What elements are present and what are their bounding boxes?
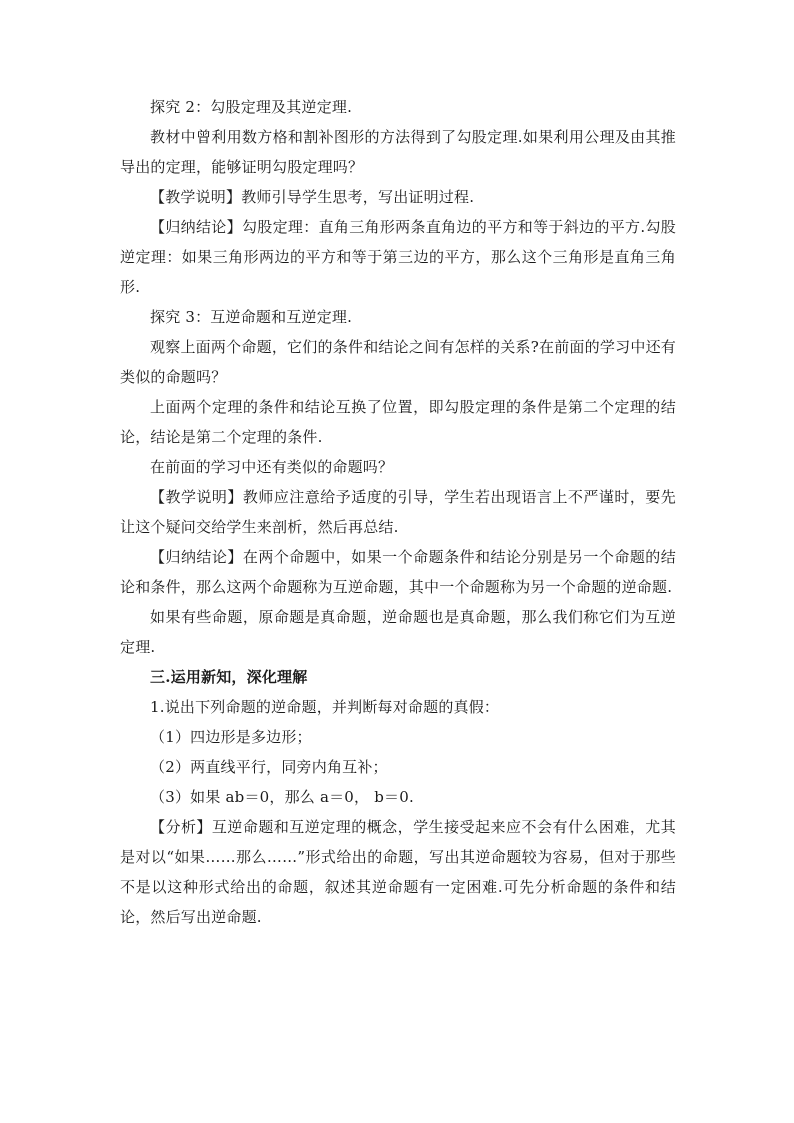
explore-3-question: 观察上面两个命题，它们的条件和结论之间有怎样的关系?在前面的学习中还有类似的命题吗？	[120, 338, 676, 386]
exercise-item-3: （3）如果 ab＝0，那么 a＝0， b＝0.	[150, 788, 414, 806]
conclusion-2: 【归纳结论】在两个命题中，如果一个命题条件和结论分别是另一个命题的结论和条件，那么这两个命题称为互逆命题，其中一个命题称为另一个命题的逆命题.	[120, 548, 676, 596]
exercise-prompt: 1.说出下列命题的逆命题，并判断每对命题的真假：	[150, 698, 500, 716]
exercise-item-2: （2）两直线平行，同旁内角互补；	[150, 758, 388, 776]
explore-2-title: 探究 2：勾股定理及其逆定理.	[150, 98, 353, 116]
conclusion-1: 【归纳结论】勾股定理：直角三角形两条直角边的平方和等于斜边的平方.勾股逆定理：如果三角形两边的平方和等于第三边的平方，那么这个三角形是直角三角形.	[120, 218, 676, 296]
explore-3-title: 探究 3：互逆命题和互逆定理.	[150, 308, 353, 326]
explore-2-question: 教材中曾利用数方格和割补图形的方法得到了勾股定理.如果利用公理及由其推导出的定理，能够证明勾股定理吗？	[120, 128, 676, 176]
analysis: 【分析】互逆命题和互逆定理的概念，学生接受起来应不会有什么困难，尤其是对以“如果……那么……”形式给出的命题，写出其逆命题较为容易，但对于那些不是以这种形式给出的命题，叙述其逆命题有一定困难.可先分析命题的条件和结论，然后写出逆命题.	[120, 818, 676, 926]
inverse-theorem: 如果有些命题，原命题是真命题，逆命题也是真命题，那么我们称它们为互逆定理.	[120, 608, 676, 656]
exercise-item-1: （1）四边形是多边形；	[150, 728, 312, 746]
teaching-note-1: 【教学说明】教师引导学生思考，写出证明过程.	[150, 188, 475, 206]
explore-3-question-2: 在前面的学习中还有类似的命题吗？	[150, 458, 394, 476]
section-heading: 三.运用新知，深化理解	[150, 668, 308, 686]
explore-3-answer: 上面两个定理的条件和结论互换了位置，即勾股定理的条件是第二个定理的结论，结论是第二个定理的条件.	[120, 398, 676, 446]
document-page	[120, 92, 676, 932]
teaching-note-2: 【教学说明】教师应注意给予适度的引导，学生若出现语言上不严谨时，要先让这个疑问交给学生来剖析，然后再总结.	[120, 488, 676, 536]
